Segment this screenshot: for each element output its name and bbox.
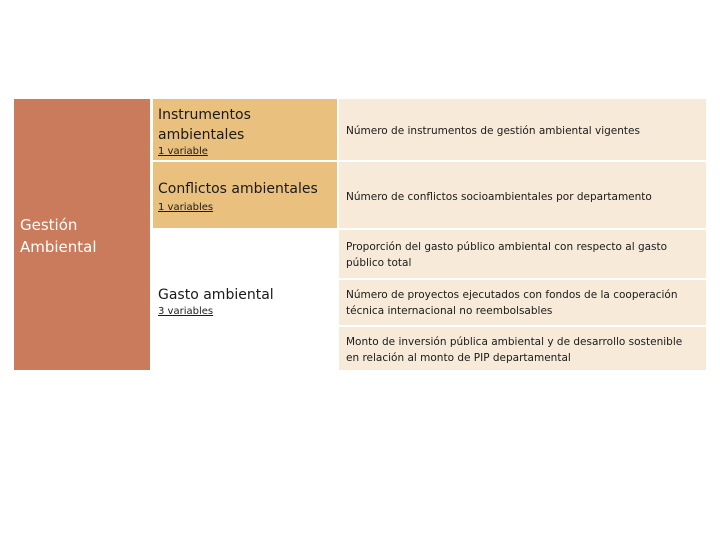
category-title-gasto: Gasto ambiental — [158, 287, 274, 303]
category-title-conflictos: Conflictos ambientales — [158, 181, 318, 197]
category-variables-link-instrumentos[interactable]: 1 variable — [158, 146, 208, 157]
category-variables-link-conflictos[interactable]: 1 variables — [158, 202, 214, 213]
indicator-text-2: Número de conflictos socioambientales por departamento — [346, 191, 652, 203]
indicator-text-4: Número de proyectos ejecutados con fondos de la cooperación técnica internacional no reembolsables — [346, 289, 678, 317]
indicator-text-5: Monto de inversión pública ambiental y de desarrollo sostenible en relación al monto de PIP departamental — [346, 336, 683, 364]
category-variables-link-gasto[interactable]: 3 variables — [158, 306, 214, 317]
main-category-label: Gestión Ambiental — [20, 216, 97, 256]
category-title-instrumentos: Instrumentos ambientales — [158, 107, 251, 143]
indicator-text-1: Número de instrumentos de gestión ambiental vigentes — [346, 125, 640, 137]
indicator-text-3: Proporción del gasto público ambiental con respecto al gasto público total — [346, 241, 668, 269]
